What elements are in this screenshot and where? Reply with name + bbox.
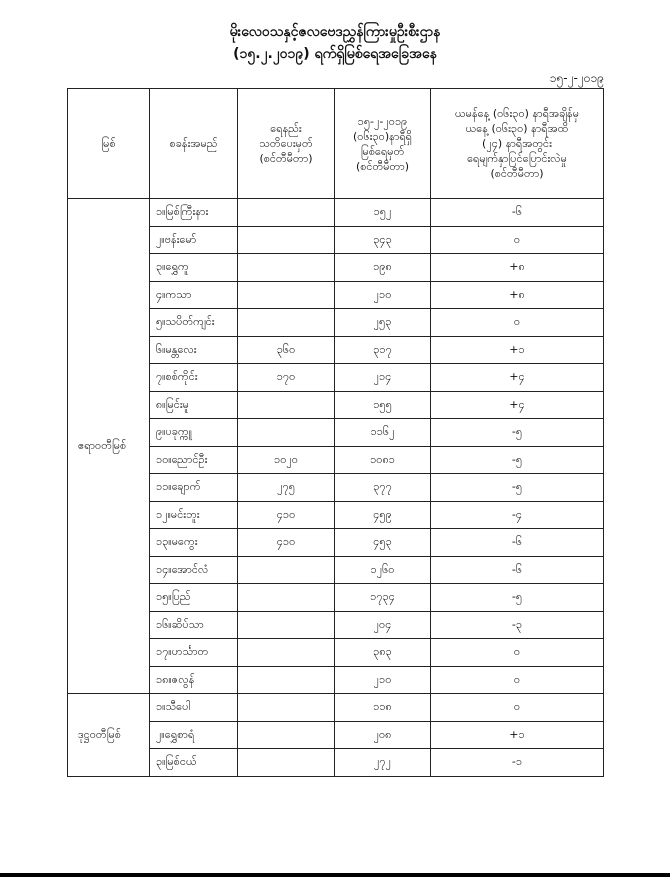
station-cell: ၁၂။မင်းဘူး (150, 501, 238, 529)
column-header-station: စခန်းအမည် (150, 89, 238, 199)
station-cell: ၃။ရွှေကူ (150, 254, 238, 282)
water-level-cell: ၁၁၆၂ (335, 419, 431, 447)
water-level-cell: ၁၅၅ (335, 391, 431, 419)
change-cell: +၄ (431, 391, 604, 419)
change-cell: ၀ (431, 666, 604, 694)
station-cell: ၅။သပိတ်ကျင်း (150, 309, 238, 337)
change-cell: +၄ (431, 364, 604, 392)
table-header-row (68, 89, 604, 199)
water-level-cell: ၁၇၃၄ (335, 584, 431, 612)
station-cell: ၁၀။ညောင်ဦး (150, 446, 238, 474)
station-cell: ၆။မန္တလေး (150, 336, 238, 364)
change-cell: -၃ (431, 611, 604, 639)
warning-level-cell (238, 281, 335, 309)
change-cell: ၀ (431, 226, 604, 254)
column-header-24h-change: ယမန်နေ့ (၀၆း၃၀) နာရီအချိန်မှ ယနေ့ (၀၆း၃၀) နာရီအထိ (၂၄) နာရီအတွင်း ရေမျက်နှာပြင်ပြောင်းလဲမှု (စင်တီမီတာ) (431, 89, 604, 199)
station-cell: ၂။ဗန်းမော် (150, 226, 238, 254)
warning-level-cell (238, 666, 335, 694)
column-header-river: မြစ် (68, 89, 150, 199)
column-header-water-level: ၁၅-၂-၂၀၁၉ (၀၆း၃၀)နာရီရှိ မြစ်ရေမှတ် (စင်တီမီတာ) (335, 89, 431, 199)
warning-level-cell: ၁၀၂၀ (238, 446, 335, 474)
warning-level-cell (238, 391, 335, 419)
station-cell: ၉။ပခုက္ကူ (150, 419, 238, 447)
station-cell: ၁။မြစ်ကြီးနား (150, 199, 238, 227)
bottom-border (0, 873, 670, 877)
change-cell: +၁ (431, 336, 604, 364)
warning-level-cell (238, 694, 335, 722)
warning-level-cell (238, 749, 335, 777)
water-level-cell: ၂၁၀ (335, 281, 431, 309)
water-level-cell: ၃၁၇ (335, 336, 431, 364)
change-cell: -၄ (431, 501, 604, 529)
water-level-cell: ၁၅၂ (335, 199, 431, 227)
water-level-cell: ၂၀၄ (335, 611, 431, 639)
warning-level-cell (238, 419, 335, 447)
change-cell: -၆ (431, 529, 604, 557)
water-level-cell: ၄၅၉ (335, 501, 431, 529)
report-date: ၁၅-၂-၂၀၁၉ (549, 71, 604, 85)
water-level-cell: ၂၁၀ (335, 666, 431, 694)
change-cell: ၀ (431, 639, 604, 667)
station-cell: ၁။သီပေါ (150, 694, 238, 722)
change-cell: -၅ (431, 446, 604, 474)
warning-level-cell: ၂၇၅ (238, 474, 335, 502)
water-level-cell: ၁၁၈ (335, 694, 431, 722)
station-cell: ၁၆။ဆိပ်သာ (150, 611, 238, 639)
water-level-cell: ၃၈၃ (335, 639, 431, 667)
station-cell: ၄။ကသာ (150, 281, 238, 309)
river-name-cell: ဧရာဝတီမြစ် (68, 199, 150, 694)
document-title: မိုးလေဝသနှင့်ဇလဗေဒညွှန်ကြားမှုဦးစီးဌာန (229, 24, 441, 40)
water-level-cell: ၂၁၄ (335, 364, 431, 392)
change-cell: +၈ (431, 254, 604, 282)
warning-level-cell (238, 721, 335, 749)
water-level-cell: ၂၇၂ (335, 749, 431, 777)
table-row (68, 694, 604, 722)
warning-level-cell: ၁၇၀ (238, 364, 335, 392)
change-cell: +၁ (431, 721, 604, 749)
water-level-cell: ၂၀၈ (335, 721, 431, 749)
station-cell: ၁၅။ပြည် (150, 584, 238, 612)
warning-level-cell (238, 556, 335, 584)
change-cell: -၆ (431, 556, 604, 584)
water-level-cell: ၁၉၈ (335, 254, 431, 282)
warning-level-cell (238, 309, 335, 337)
change-cell: -၆ (431, 199, 604, 227)
change-cell: -၁ (431, 749, 604, 777)
warning-level-cell (238, 199, 335, 227)
warning-level-cell: ၄၁၀ (238, 501, 335, 529)
change-cell: +၈ (431, 281, 604, 309)
water-level-cell: ၁၂၆၀ (335, 556, 431, 584)
river-level-table (67, 88, 604, 777)
table-row (68, 199, 604, 227)
document-subtitle: (၁၅.၂.၂၀၁၉) ရက်ရှိမြစ်ရေအခြေအနေ (233, 46, 437, 62)
station-cell: ၁၄။အောင်လံ (150, 556, 238, 584)
warning-level-cell (238, 226, 335, 254)
warning-level-cell (238, 611, 335, 639)
water-level-cell: ၁၀၈၁ (335, 446, 431, 474)
station-cell: ၁၃။မကွေး (150, 529, 238, 557)
water-level-cell: ၃၄၃ (335, 226, 431, 254)
river-name-cell: ဒုဋ္ဌဝတီမြစ် (68, 694, 150, 777)
station-cell: ၁၁။ချောက် (150, 474, 238, 502)
water-level-cell: ၂၅၃ (335, 309, 431, 337)
station-cell: ၈။မြင်းမူ (150, 391, 238, 419)
table-body (68, 199, 604, 777)
station-cell: ၃။မြစ်ငယ် (150, 749, 238, 777)
station-cell: ၂။ရွှေစာရံ (150, 721, 238, 749)
water-level-cell: ၃၇၇ (335, 474, 431, 502)
warning-level-cell (238, 584, 335, 612)
change-cell: -၅ (431, 474, 604, 502)
change-cell: -၅ (431, 419, 604, 447)
station-cell: ၇။စစ်ကိုင်း (150, 364, 238, 392)
station-cell: ၁၈။ဇလွန် (150, 666, 238, 694)
warning-level-cell: ၄၁၀ (238, 529, 335, 557)
column-header-warning-level: ရေနည်း သတိပေးမှတ် (စင်တီမီတာ) (238, 89, 335, 199)
water-level-cell: ၄၅၃ (335, 529, 431, 557)
change-cell: ၀ (431, 694, 604, 722)
warning-level-cell (238, 254, 335, 282)
warning-level-cell: ၃၆၀ (238, 336, 335, 364)
change-cell: -၅ (431, 584, 604, 612)
change-cell: ၀ (431, 309, 604, 337)
warning-level-cell (238, 639, 335, 667)
station-cell: ၁၇။ဟင်္သာတ (150, 639, 238, 667)
